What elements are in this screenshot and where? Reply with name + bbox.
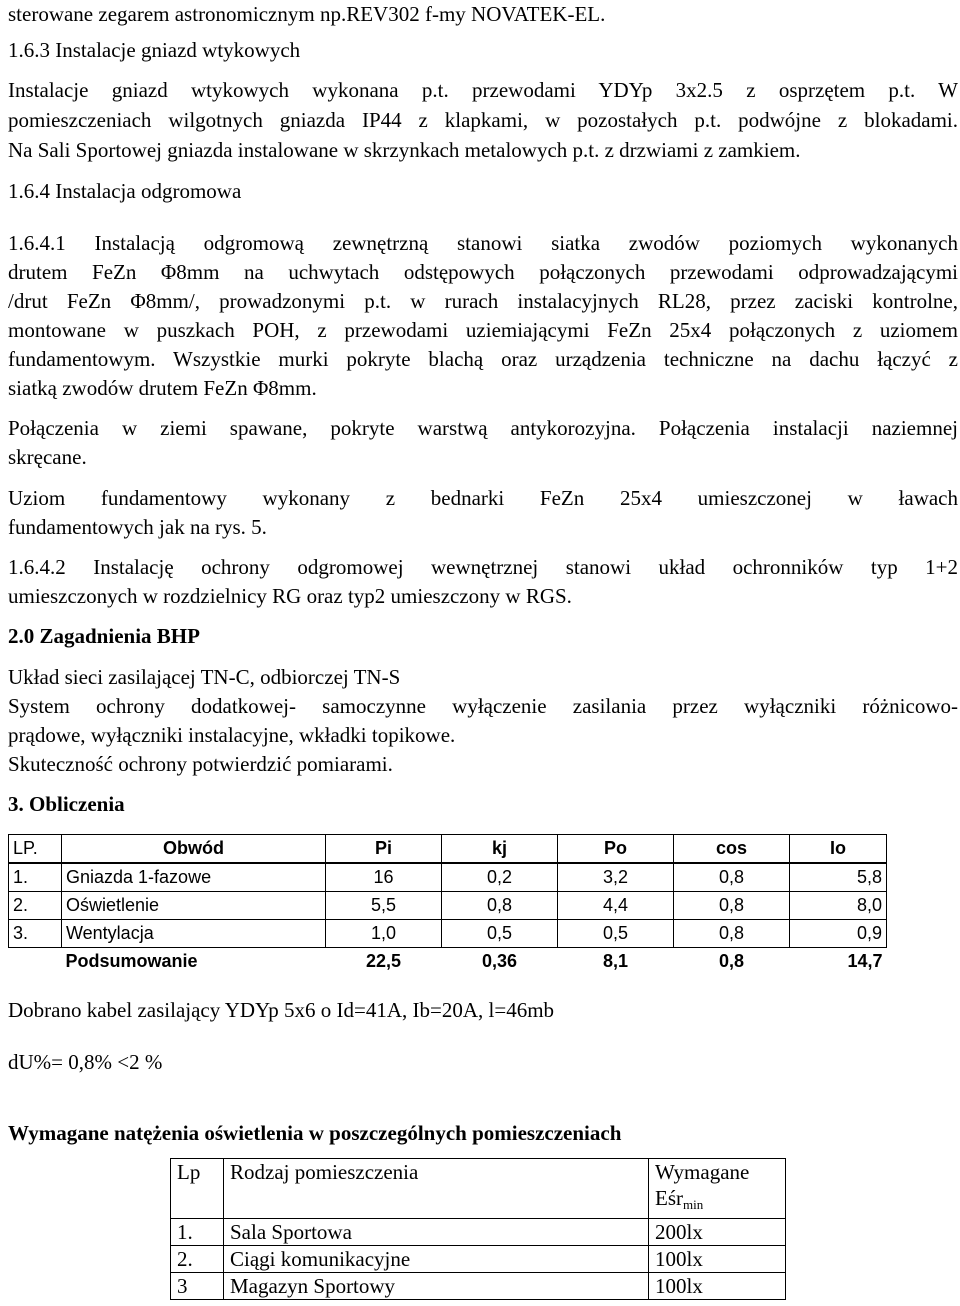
summary-cell: 0,8 xyxy=(718,951,745,971)
table-cell: 16 xyxy=(326,863,442,892)
table-cell: 0,5 xyxy=(442,920,558,948)
paragraph-line: Połączenia w ziemi spawane, pokryte warstwą antykorozyjna. Połączenia instalacji naziemnej xyxy=(8,416,958,440)
paragraph-line: Uziom fundamentowy wykonany z bednarki FeZn 25x4 umieszczonej w ławach xyxy=(8,486,958,510)
paragraph-line: dU%= 0,8% <2 % xyxy=(8,1050,163,1074)
summary-cell: 0,36 xyxy=(481,951,518,971)
table-cell: 4,4 xyxy=(558,892,674,920)
table-cell: Gniazda 1-fazowe xyxy=(62,863,326,892)
paragraph-line: sterowane zegarem astronomicznym np.REV302 f-my NOVATEK-EL. xyxy=(8,2,606,26)
table-cell: 0,8 xyxy=(674,920,790,948)
table-cell: 0,5 xyxy=(558,920,674,948)
paragraph-line: siatką zwodów drutem FeZn Φ8mm. xyxy=(8,376,317,400)
header-cell: LP. xyxy=(9,835,62,864)
table-row xyxy=(171,1219,786,1246)
paragraph-line: montowane w puszkach POH, z przewodami uziemiającymi FeZn 25x4 połączonych z uziomem xyxy=(8,318,958,342)
paragraph-line: fundamentowych jak na rys. 5. xyxy=(8,515,267,539)
section-heading-1-6-4: 1.6.4 Instalacja odgromowa xyxy=(8,179,242,203)
table-cell: 5,5 xyxy=(326,892,442,920)
section-heading-lighting: Wymagane natężenia oświetlenia w poszczególnych pomieszczeniach xyxy=(8,1121,622,1145)
header-cell: Obwód xyxy=(62,835,326,864)
table-row xyxy=(9,920,887,948)
paragraph-line: System ochrony dodatkowej- samoczynne wyłączenie zasilania przez wyłączniki różnicowo- xyxy=(8,694,958,718)
header-cell: Io xyxy=(790,835,887,864)
table-cell: 0,8 xyxy=(674,863,790,892)
table-cell: 100lx xyxy=(649,1246,786,1273)
table-cell: Wentylacja xyxy=(62,920,326,948)
table-cell: 1. xyxy=(171,1219,224,1246)
section-heading-obliczenia: 3. Obliczenia xyxy=(8,792,125,816)
header-cell: Po xyxy=(558,835,674,864)
paragraph-line: drutem FeZn Φ8mm na uchwytach odstępowych połączonych przewodami odprowadzającymi xyxy=(8,260,958,284)
calculation-table xyxy=(8,834,887,975)
header-cell: cos xyxy=(674,835,790,864)
paragraph-line: pomieszczeniach wilgotnych gniazda IP44 z klapkami, w pozostałych p.t. podwójne z blokadami. xyxy=(8,108,958,132)
table-row xyxy=(171,1246,786,1273)
summary-label: Podsumowanie xyxy=(65,951,198,971)
table-header-row xyxy=(171,1159,786,1219)
summary-cell: 22,5 xyxy=(365,951,402,971)
table-cell: Ciągi komunikacyjne xyxy=(224,1246,649,1273)
table-row xyxy=(171,1273,786,1300)
table-cell: 0,8 xyxy=(442,892,558,920)
table-cell: 1. xyxy=(9,863,62,892)
table-cell: Magazyn Sportowy xyxy=(224,1273,649,1300)
table-cell: 100lx xyxy=(649,1273,786,1300)
header-cell: kj xyxy=(442,835,558,864)
summary-cell: 14,7 xyxy=(847,951,883,971)
header-text: Wymagane xyxy=(655,1160,750,1184)
lighting-table xyxy=(170,1158,786,1300)
summary-cell: 8,1 xyxy=(602,951,629,971)
table-row xyxy=(9,863,887,892)
header-text-esr: Eśr$_{min}$ xyxy=(655,1186,704,1212)
paragraph-line: fundamentowym. Wszystkie murki pokryte blachą oraz urządzenia techniczne na dachu łączyć z xyxy=(8,347,958,371)
header-cell-required xyxy=(649,1159,786,1219)
table-summary-row xyxy=(9,948,887,976)
paragraph-line: 1.6.4.2 Instalację ochrony odgromowej wewnętrznej stanowi układ ochronników typ 1+2 xyxy=(8,555,958,579)
paragraph-line: prądowe, wyłączniki instalacyjne, wkładki topikowe. xyxy=(8,723,456,747)
paragraph-line: umieszczonych w rozdzielnicy RG oraz typ2 umieszczony w RGS. xyxy=(8,584,572,608)
paragraph-line: Na Sali Sportowej gniazda instalowane w skrzynkach metalowych p.t. z drzwiami z zamkiem. xyxy=(8,138,801,162)
paragraph-line: Skuteczność ochrony potwierdzić pomiarami. xyxy=(8,752,393,776)
section-heading-bhp: 2.0 Zagadnienia BHP xyxy=(8,624,200,648)
table-cell: 3 xyxy=(171,1273,224,1300)
table-cell: 8,0 xyxy=(790,892,887,920)
paragraph-line: /drut FeZn Φ8mm/, prowadzonymi p.t. w rurach instalacyjnych RL28, przez zaciski kontrolne, xyxy=(8,289,958,313)
table-cell: 0,8 xyxy=(674,892,790,920)
table-cell: 3. xyxy=(9,920,62,948)
table-cell: 5,8 xyxy=(790,863,887,892)
table-cell: 0,9 xyxy=(790,920,887,948)
table-cell: 200lx xyxy=(649,1219,786,1246)
table-cell: Oświetlenie xyxy=(62,892,326,920)
table-cell: 1,0 xyxy=(326,920,442,948)
table-cell xyxy=(9,948,62,976)
table-cell: Sala Sportowa xyxy=(224,1219,649,1246)
section-heading-1-6-3: 1.6.3 Instalacje gniazd wtykowych xyxy=(8,38,301,62)
table-header-row xyxy=(9,835,887,864)
header-cell: Pi xyxy=(326,835,442,864)
header-cell: Lp xyxy=(171,1159,224,1219)
table-cell: 2. xyxy=(171,1246,224,1273)
paragraph-line: Układ sieci zasilającej TN-C, odbiorczej TN-S xyxy=(8,665,401,689)
paragraph-line: skręcane. xyxy=(8,445,87,469)
paragraph-line: 1.6.4.1 Instalacją odgromową zewnętrzną stanowi siatka zwodów poziomych wykonanych xyxy=(8,231,958,255)
table-cell: 3,2 xyxy=(558,863,674,892)
table-row xyxy=(9,892,887,920)
table-cell: 2. xyxy=(9,892,62,920)
table-cell: 0,2 xyxy=(442,863,558,892)
paragraph-line: Dobrano kabel zasilający YDYp 5x6 o Id=41A, Ib=20A, l=46mb xyxy=(8,998,555,1022)
header-cell: Rodzaj pomieszczenia xyxy=(224,1159,649,1219)
paragraph-line: Instalacje gniazd wtykowych wykonana p.t. przewodami YDYp 3x2.5 z osprzętem p.t. W xyxy=(8,78,958,102)
